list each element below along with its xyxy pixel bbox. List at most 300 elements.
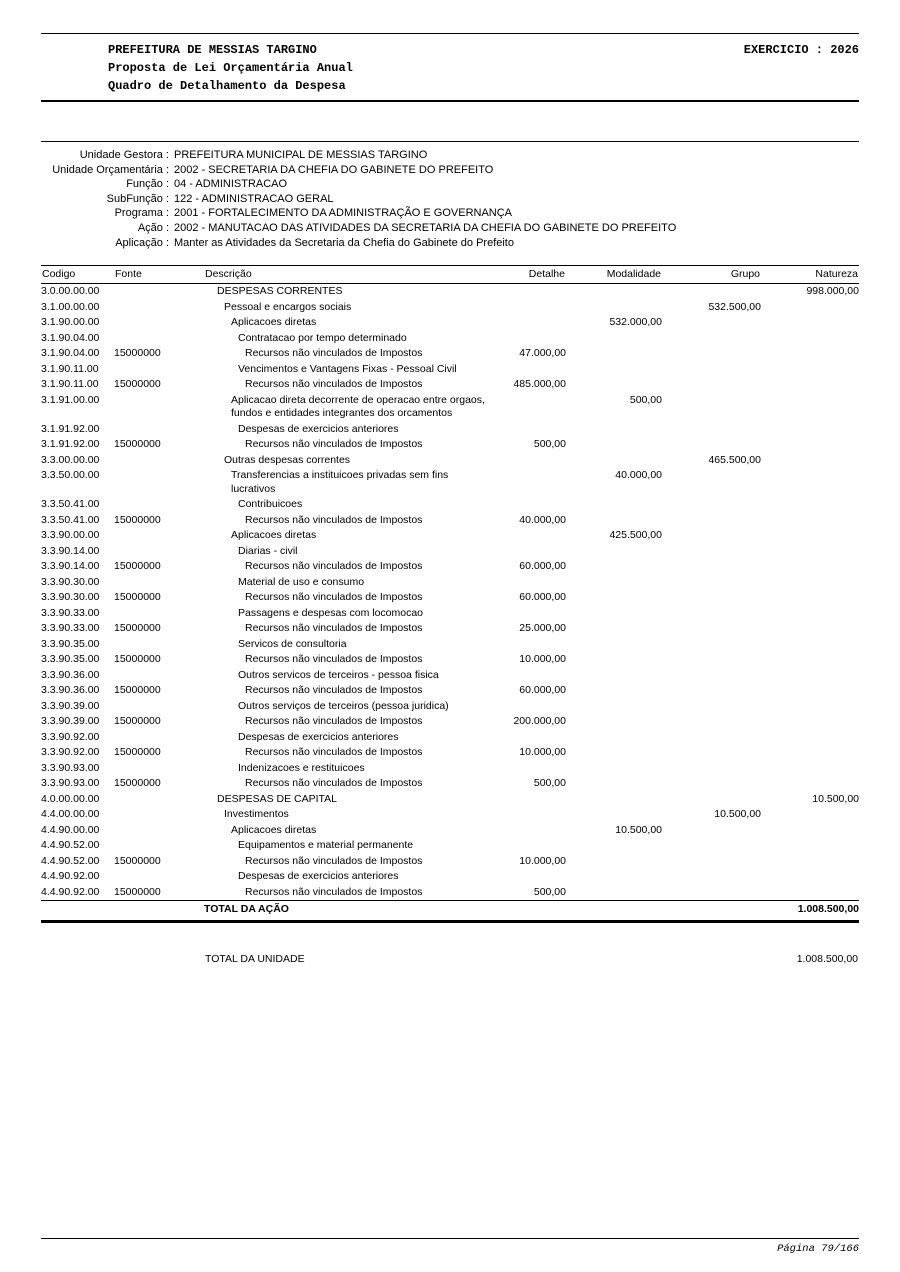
cell-codigo: 3.3.90.36.00 [41,684,100,697]
info-label: Unidade Orçamentária : [52,163,169,176]
table-row [41,377,859,393]
cell-natureza [761,362,859,378]
cell-natureza [761,730,859,746]
cell-codigo: 3.3.90.93.00 [41,761,100,774]
cell-descricao: Despesas de exercicios anteriores [238,422,399,435]
cell-natureza [761,652,859,668]
total-acao-row [41,901,859,922]
cell-descricao: Aplicacoes diretas [231,316,317,329]
cell-natureza [761,590,859,606]
info-value: Manter as Atividades da Secretaria da Chefia do Gabinete do Prefeito [174,236,514,249]
info-label: Aplicação : [115,236,169,249]
cell-fonte: 15000000 [114,438,161,451]
cell-natureza [761,544,859,560]
cell-descricao: Recursos não vinculados de Impostos [245,715,423,728]
cell-grupo [662,437,761,453]
cell-modalidade [566,745,662,761]
cell-codigo: 3.1.91.00.00 [41,393,100,406]
table-row [41,544,859,560]
cell-codigo: 4.4.90.00.00 [41,823,100,836]
cell-codigo: 3.3.50.41.00 [41,513,100,526]
cell-codigo: 3.1.90.04.00 [41,347,100,360]
cell-grupo [662,699,761,715]
cell-grupo [662,621,761,637]
table-row [41,714,859,730]
cell-descricao: Investimentos [224,808,289,821]
cell-fonte [114,637,204,653]
cell-natureza [761,699,859,715]
expense-table-body [41,284,859,901]
info-label: Ação : [137,221,169,234]
table-row [41,362,859,378]
cell-grupo [662,761,761,777]
cell-natureza [761,869,859,885]
info-row-funcao [41,177,859,192]
cell-grupo [662,315,761,331]
col-header-natureza: Natureza [761,266,859,284]
cell-modalidade [566,637,662,653]
cell-detalhe [488,468,566,497]
cell-codigo: 4.4.00.00.00 [41,808,100,821]
cell-grupo [662,637,761,653]
cell-codigo: 3.3.50.41.00 [41,498,100,511]
cell-detalhe [488,869,566,885]
cell-descricao: Contribuicoes [238,498,303,511]
cell-fonte [114,422,204,438]
info-row-unidade-gestora [41,148,859,163]
cell-grupo [662,730,761,746]
cell-natureza [761,575,859,591]
exercicio-label: EXERCICIO : 2026 [743,43,859,57]
table-row [41,621,859,637]
table-row [41,513,859,529]
cell-detalhe: 485.000,00 [513,378,566,391]
cell-codigo: 3.3.90.33.00 [41,606,100,619]
cell-natureza: 10.500,00 [812,792,859,805]
cell-fonte: 15000000 [114,378,161,391]
cell-detalhe: 200.000,00 [513,715,566,728]
cell-fonte [114,528,204,544]
info-value: 2002 - SECRETARIA DA CHEFIA DO GABINETE DO PREFEITO [174,163,494,176]
cell-fonte [114,699,204,715]
cell-codigo: 3.3.90.36.00 [41,668,100,681]
cell-detalhe: 10.000,00 [519,746,566,759]
cell-fonte [114,331,204,347]
cell-detalhe: 500,00 [533,885,566,898]
cell-detalhe [488,838,566,854]
cell-modalidade [566,284,662,300]
cell-fonte [114,468,204,497]
cell-fonte [114,730,204,746]
table-row [41,807,859,823]
table-row [41,652,859,668]
cell-descricao: Outras despesas correntes [224,453,351,466]
cell-descricao: Indenizacoes e restituicoes [238,761,365,774]
cell-codigo: 3.1.90.11.00 [41,378,99,391]
cell-fonte: 15000000 [114,885,161,898]
cell-descricao: Despesas de exercicios anteriores [238,730,399,743]
cell-natureza [761,838,859,854]
info-value: 122 - ADMINISTRACAO GERAL [174,192,334,205]
col-header-codigo: Codigo [41,266,114,284]
cell-descricao: Despesas de exercicios anteriores [238,870,399,883]
table-row [41,284,859,300]
cell-modalidade [566,559,662,575]
cell-descricao: Recursos não vinculados de Impostos [245,347,423,360]
cell-grupo [662,284,761,300]
cell-grupo [662,590,761,606]
cell-descricao: Recursos não vinculados de Impostos [245,854,423,867]
cell-grupo [662,575,761,591]
table-row [41,869,859,885]
cell-detalhe [488,730,566,746]
cell-detalhe: 25.000,00 [519,622,566,635]
cell-grupo [662,714,761,730]
table-row [41,606,859,622]
cell-descricao: Recursos não vinculados de Impostos [245,591,423,604]
cell-codigo: 3.3.90.35.00 [41,637,100,650]
cell-grupo [662,468,761,497]
cell-fonte [114,544,204,560]
cell-modalidade [566,683,662,699]
cell-grupo: 532.500,00 [708,300,761,313]
cell-detalhe: 60.000,00 [519,591,566,604]
cell-descricao: Contratacao por tempo determinado [238,331,407,344]
table-row [41,776,859,792]
cell-detalhe [488,315,566,331]
cell-natureza [761,637,859,653]
table-row [41,668,859,684]
info-value: PREFEITURA MUNICIPAL DE MESSIAS TARGINO [174,149,428,161]
cell-grupo [662,528,761,544]
cell-modalidade [566,606,662,622]
info-row-aplicacao [41,236,859,251]
cell-natureza [761,745,859,761]
table-row [41,559,859,575]
cell-modalidade [566,497,662,513]
cell-descricao: Outros serviços de terceiros (pessoa juridica) [238,699,449,712]
cell-grupo [662,362,761,378]
cell-codigo: 3.3.00.00.00 [41,453,100,466]
cell-descricao: Diarias - civil [238,544,298,557]
cell-codigo: 4.0.00.00.00 [41,792,100,805]
cell-detalhe [488,699,566,715]
cell-natureza [761,346,859,362]
table-row [41,637,859,653]
cell-codigo: 3.3.90.00.00 [41,529,100,542]
cell-detalhe [488,807,566,823]
cell-fonte [114,792,204,808]
table-row [41,497,859,513]
table-row [41,761,859,777]
cell-natureza [761,885,859,901]
cell-modalidade [566,854,662,870]
cell-descricao: Transferencias a instituicoes privadas sem fins lucrativos [231,469,449,495]
info-row-acao [41,221,859,236]
cell-fonte: 15000000 [114,777,161,790]
footer-divider [41,1238,859,1239]
cell-descricao: DESPESAS CORRENTES [217,285,343,298]
cell-grupo [662,544,761,560]
cell-natureza [761,761,859,777]
table-row [41,730,859,746]
cell-descricao: Aplicacoes diretas [231,823,317,836]
cell-modalidade [566,792,662,808]
cell-natureza [761,621,859,637]
table-header [41,266,859,284]
report-title: PREFEITURA DE MESSIAS TARGINO [108,43,317,57]
cell-descricao: Recursos não vinculados de Impostos [245,885,423,898]
cell-modalidade [566,362,662,378]
cell-modalidade [566,544,662,560]
cell-codigo: 4.4.90.92.00 [41,885,100,898]
total-unidade-value: 1.008.500,00 [796,952,858,965]
cell-grupo [662,854,761,870]
cell-modalidade [566,513,662,529]
cell-fonte: 15000000 [114,622,161,635]
cell-fonte [114,807,204,823]
cell-codigo: 3.1.00.00.00 [41,300,100,313]
cell-fonte [114,284,204,300]
table-row [41,331,859,347]
table-row [41,838,859,854]
cell-detalhe [488,393,566,422]
cell-modalidade [566,838,662,854]
cell-natureza [761,513,859,529]
col-header-detalhe: Detalhe [488,266,566,284]
cell-fonte [114,393,204,422]
info-block [41,141,859,250]
info-label: Programa : [114,207,169,220]
cell-fonte [114,362,204,378]
cell-codigo: 3.1.90.04.00 [41,331,100,344]
col-header-fonte: Fonte [114,266,204,284]
info-value: 2002 - MANUTACAO DAS ATIVIDADES DA SECRETARIA DA CHEFIA DO GABINETE DO PREFEITO [174,221,677,234]
cell-modalidade [566,377,662,393]
cell-detalhe [488,422,566,438]
cell-fonte [114,300,204,316]
table-row [41,393,859,422]
cell-descricao: Aplicacoes diretas [231,529,317,542]
cell-detalhe: 10.000,00 [519,854,566,867]
cell-fonte: 15000000 [114,746,161,759]
cell-modalidade [566,730,662,746]
cell-modalidade [566,761,662,777]
cell-codigo: 3.1.91.92.00 [41,422,100,435]
report-subtitle-1: Proposta de Lei Orçamentária Anual [108,61,353,75]
cell-grupo [662,792,761,808]
expense-table [41,265,859,923]
cell-descricao: Passagens e despesas com locomocao [238,606,424,619]
cell-descricao: Recursos não vinculados de Impostos [245,777,423,790]
cell-grupo [662,393,761,422]
cell-modalidade [566,422,662,438]
col-header-descricao: Descrição [204,266,488,284]
cell-fonte [114,315,204,331]
table-row [41,792,859,808]
table-row [41,528,859,544]
cell-grupo [662,377,761,393]
cell-detalhe: 47.000,00 [519,347,566,360]
col-header-grupo: Grupo [662,266,761,284]
cell-descricao: Material de uso e consumo [238,575,365,588]
cell-codigo: 3.3.50.00.00 [41,469,100,482]
cell-descricao: Equipamentos e material permanente [238,839,414,852]
page-number: Página 79/166 [777,1243,859,1255]
cell-modalidade: 425.500,00 [609,529,662,542]
cell-detalhe [488,331,566,347]
cell-detalhe [488,761,566,777]
info-row-programa [41,206,859,221]
cell-codigo: 3.3.90.14.00 [41,560,100,573]
cell-codigo: 3.3.90.30.00 [41,575,100,588]
cell-fonte: 15000000 [114,513,161,526]
cell-detalhe [488,544,566,560]
cell-codigo: 3.3.90.92.00 [41,730,100,743]
cell-grupo [662,346,761,362]
cell-fonte: 15000000 [114,684,161,697]
cell-modalidade [566,885,662,901]
table-row [41,422,859,438]
cell-modalidade: 532.000,00 [609,316,662,329]
cell-codigo: 4.4.90.92.00 [41,870,100,883]
cell-grupo [662,559,761,575]
cell-detalhe [488,823,566,839]
cell-natureza [761,714,859,730]
report-subtitle-2: Quadro de Detalhamento da Despesa [108,79,346,93]
table-row [41,300,859,316]
cell-detalhe: 40.000,00 [519,513,566,526]
table-row [41,745,859,761]
cell-natureza [761,393,859,422]
cell-natureza [761,300,859,316]
cell-natureza [761,377,859,393]
cell-natureza [761,559,859,575]
table-row [41,453,859,469]
cell-descricao: Recursos não vinculados de Impostos [245,684,423,697]
cell-detalhe [488,668,566,684]
cell-grupo: 10.500,00 [714,808,761,821]
cell-codigo: 3.1.90.11.00 [41,362,99,375]
info-value: 04 - ADMINISTRACAO [174,178,288,191]
cell-descricao: Recursos não vinculados de Impostos [245,746,423,759]
cell-grupo [662,331,761,347]
cell-descricao: Pessoal e encargos sociais [224,300,352,313]
table-row [41,575,859,591]
total-acao-value: 1.008.500,00 [761,901,859,922]
cell-codigo: 3.3.90.30.00 [41,591,100,604]
cell-descricao: Servicos de consultoria [238,637,347,650]
cell-detalhe [488,528,566,544]
cell-natureza [761,315,859,331]
cell-natureza [761,331,859,347]
cell-grupo [662,497,761,513]
cell-fonte: 15000000 [114,653,161,666]
cell-descricao: Recursos não vinculados de Impostos [245,653,423,666]
cell-grupo [662,422,761,438]
cell-descricao: Outros servicos de terceiros - pessoa fisica [238,668,439,681]
cell-descricao: Recursos não vinculados de Impostos [245,622,423,635]
cell-descricao: Recursos não vinculados de Impostos [245,378,423,391]
cell-grupo [662,652,761,668]
cell-detalhe [488,362,566,378]
cell-codigo: 4.4.90.52.00 [41,854,100,867]
cell-fonte [114,761,204,777]
cell-modalidade [566,300,662,316]
cell-modalidade: 10.500,00 [615,823,662,836]
cell-grupo [662,668,761,684]
page-footer [41,1238,859,1255]
cell-natureza [761,823,859,839]
cell-codigo: 3.3.90.33.00 [41,622,100,635]
cell-descricao: Aplicacao direta decorrente de operacao entre orgaos, fundos e entidades integrantes dos orcamentos [231,393,485,420]
cell-grupo: 465.500,00 [708,453,761,466]
cell-detalhe [488,637,566,653]
info-label: Unidade Gestora : [79,149,169,161]
cell-natureza [761,497,859,513]
table-row [41,590,859,606]
cell-descricao: Recursos não vinculados de Impostos [245,513,423,526]
cell-modalidade [566,453,662,469]
cell-natureza [761,468,859,497]
cell-fonte [114,838,204,854]
cell-descricao: Vencimentos e Vantagens Fixas - Pessoal Civil [238,362,457,375]
cell-codigo: 3.3.90.93.00 [41,777,100,790]
cell-modalidade [566,652,662,668]
cell-natureza [761,668,859,684]
total-unidade [41,953,859,965]
cell-detalhe [488,497,566,513]
cell-detalhe [488,606,566,622]
cell-natureza [761,453,859,469]
cell-natureza [761,422,859,438]
table-row [41,437,859,453]
cell-natureza [761,606,859,622]
cell-modalidade [566,699,662,715]
cell-modalidade [566,621,662,637]
cell-grupo [662,776,761,792]
cell-natureza: 998.000,00 [806,285,859,298]
cell-detalhe [488,453,566,469]
cell-detalhe [488,300,566,316]
cell-natureza [761,528,859,544]
table-row [41,315,859,331]
cell-natureza [761,683,859,699]
cell-fonte: 15000000 [114,715,161,728]
cell-fonte: 15000000 [114,347,161,360]
table-row [41,823,859,839]
cell-grupo [662,869,761,885]
cell-grupo [662,885,761,901]
cell-codigo: 3.3.90.35.00 [41,653,100,666]
info-label: SubFunção : [106,192,169,205]
table-row [41,683,859,699]
cell-grupo [662,683,761,699]
cell-detalhe: 500,00 [533,777,566,790]
cell-fonte: 15000000 [114,854,161,867]
cell-fonte [114,668,204,684]
cell-detalhe [488,792,566,808]
cell-natureza [761,776,859,792]
total-acao-label: TOTAL DA AÇÃO [204,901,488,922]
cell-modalidade [566,331,662,347]
cell-codigo: 3.1.91.92.00 [41,438,100,451]
cell-codigo: 3.3.90.39.00 [41,699,100,712]
cell-descricao: Recursos não vinculados de Impostos [245,560,423,573]
info-row-unidade-orcamentaria [41,163,859,178]
cell-detalhe: 10.000,00 [519,653,566,666]
cell-grupo [662,745,761,761]
